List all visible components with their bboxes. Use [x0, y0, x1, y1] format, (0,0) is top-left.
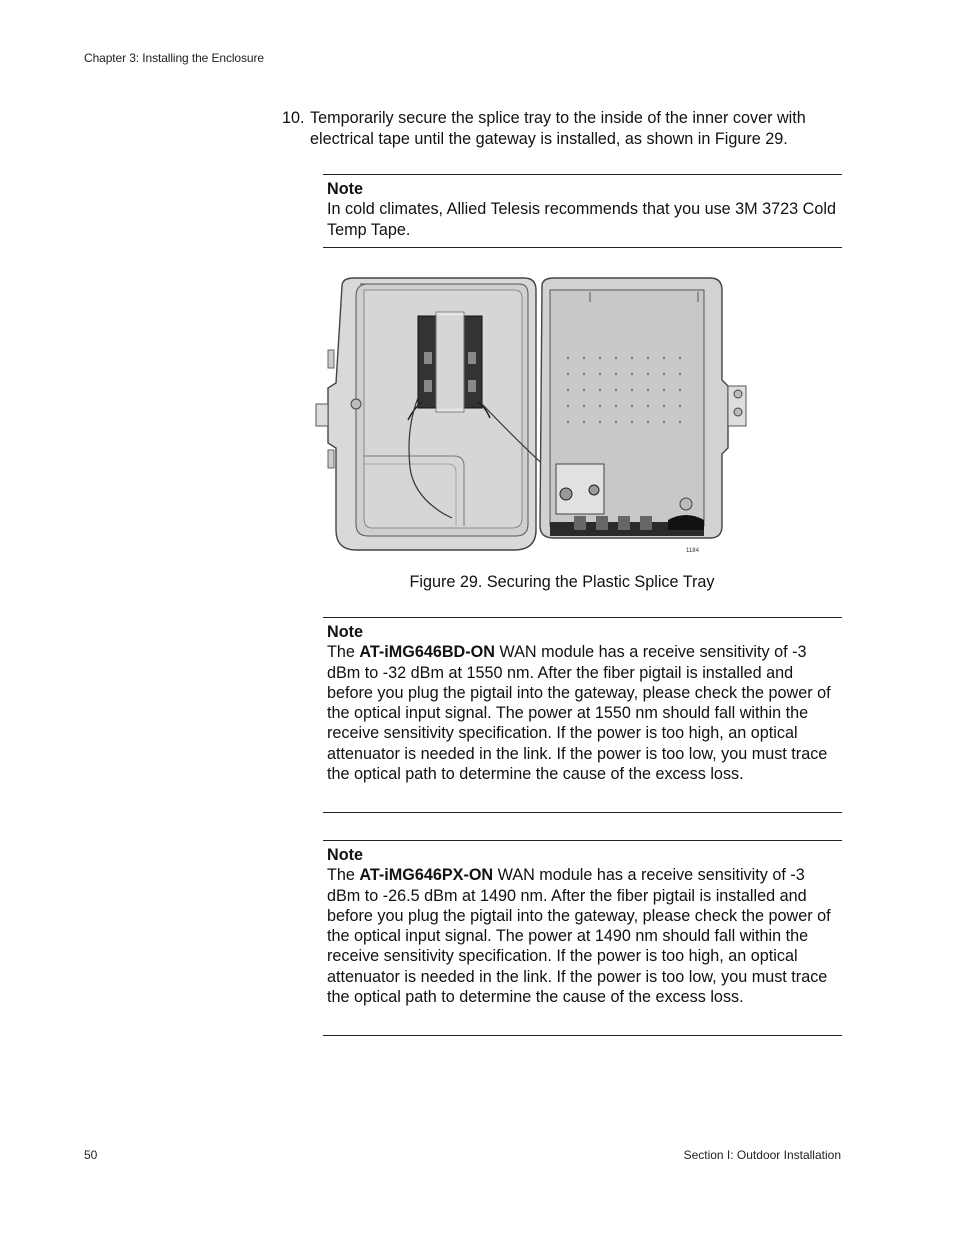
- model-name: AT-iMG646BD-ON: [359, 643, 495, 662]
- note-text: WAN module has a receive sensitivity of -3 dBm to -32 dBm at 1550 nm. After the fiber pigtail is installed and before you plug the pigtail into the gateway, please check the power of the optical input signal. The power at 1550 nm should fall within the receive sensitivity specification. If the power is too high, an optical attenuator is needed in the link. If the power is too low, you must trace the optical path to determine the cause of the excess loss.: [327, 643, 831, 784]
- note-px-on: [323, 840, 842, 1036]
- figure-caption: Figure 29. Securing the Plastic Splice Tray: [409, 573, 715, 591]
- section-footer: Section I: Outdoor Installation: [683, 1148, 841, 1162]
- running-header: Chapter 3: Installing the Enclosure: [84, 51, 264, 65]
- model-name: AT-iMG646PX-ON: [359, 866, 494, 885]
- splice-tray: [408, 312, 490, 420]
- note-cold-climates: [323, 174, 842, 248]
- note-title: Note: [327, 180, 363, 198]
- figure-id-label: 1184: [686, 548, 699, 554]
- step-text: Temporarily secure the splice tray to the inside of the inner cover with electrical tape until the gateway is installed, as shown in Figure 29.: [310, 109, 806, 148]
- step-10: [282, 108, 842, 150]
- note-text-pre: The: [327, 643, 360, 662]
- step-number: 10.: [282, 109, 305, 127]
- note-title: Note: [327, 846, 363, 864]
- note-text: In cold climates, Allied Telesis recommends that you use 3M 3723 Cold Temp Tape.: [327, 200, 836, 239]
- figure-29-illustration: [314, 268, 754, 560]
- page-number: 50: [84, 1148, 98, 1162]
- note-bd-on: [323, 617, 842, 813]
- note-title: Note: [327, 623, 363, 641]
- enclosure-base: [540, 278, 746, 538]
- enclosure-drawing: [314, 268, 754, 560]
- note-text: WAN module has a receive sensitivity of -3 dBm to -26.5 dBm at 1490 nm. After the fiber pigtail is installed and before you plug the pigtail into the gateway, please check the power of the optical input signal. The power at 1490 nm should fall within the receive sensitivity specification. If the power is too high, an optical attenuator is needed in the link. If the power is too low, you must trace the optical path to determine the cause of the excess loss.: [327, 866, 831, 1007]
- note-text-pre: The: [327, 866, 360, 885]
